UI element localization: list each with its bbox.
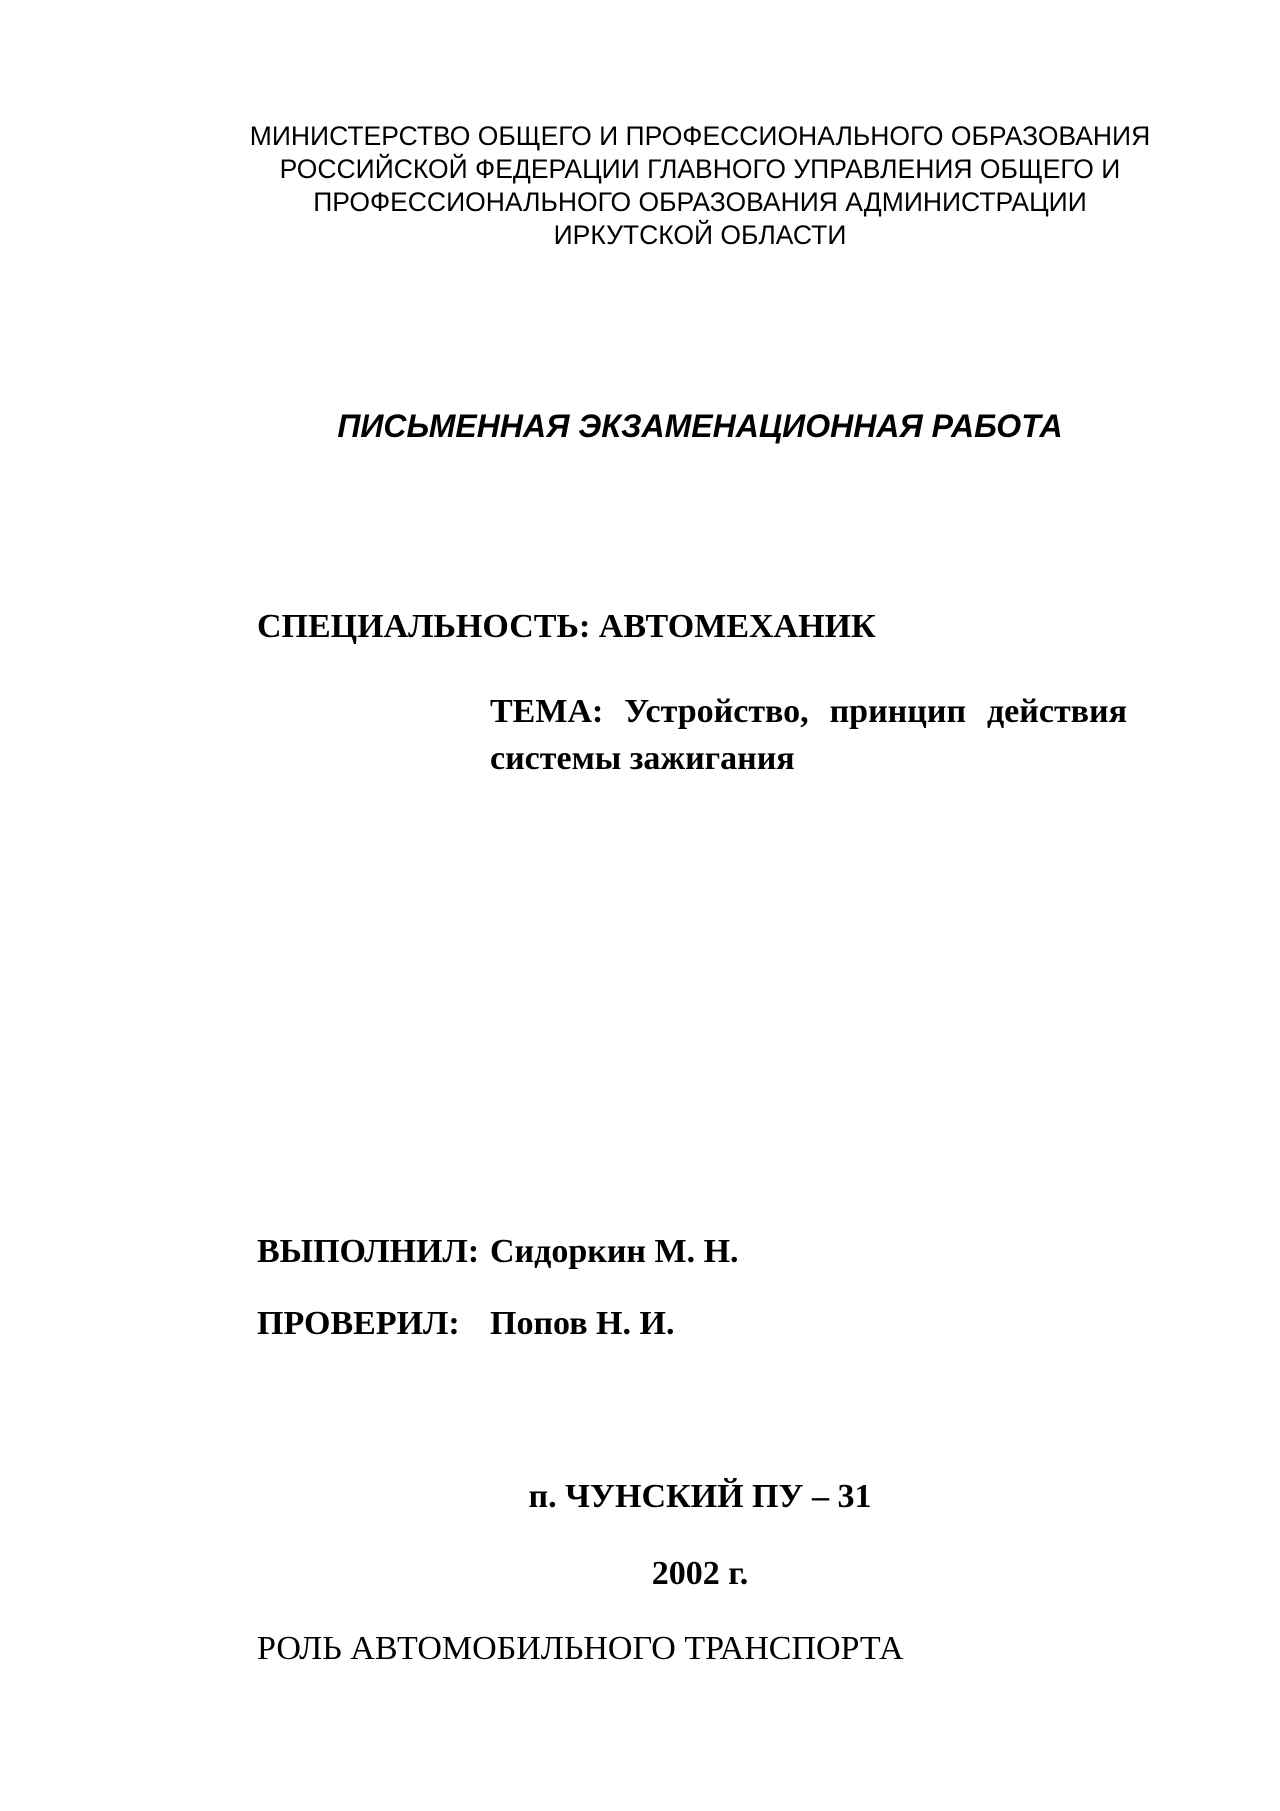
ministry-header-line: МИНИСТЕРСТВО ОБЩЕГО И ПРОФЕССИОНАЛЬНОГО ОБРАЗОВАНИЯ [249, 121, 1151, 151]
ministry-header-line: ИРКУТСКОЙ ОБЛАСТИ [553, 220, 847, 250]
next-section-heading: РОЛЬ АВТОМОБИЛЬНОГО ТРАНСПОРТА [257, 1630, 904, 1667]
checker-row [257, 1303, 674, 1345]
checker-name: Попов Н. И. [490, 1305, 675, 1342]
checker-label: ПРОВЕРИЛ: [257, 1305, 460, 1342]
ministry-header [160, 120, 1240, 252]
author-label: ВЫПОЛНИЛ: [257, 1233, 480, 1270]
speciality-line: СПЕЦИАЛЬНОСТЬ: АВТОМЕХАНИК [257, 608, 876, 645]
document-title: ПИСЬМЕННАЯ ЭКЗАМЕНАЦИОННАЯ РАБОТА [337, 408, 1063, 444]
author-row [257, 1231, 739, 1273]
ministry-header-line: ПРОФЕССИОНАЛЬНОГО ОБРАЗОВАНИЯ АДМИНИСТРАЦИИ [313, 187, 1087, 217]
place-line: п. ЧУНСКИЙ ПУ – 31 [528, 1478, 872, 1515]
topic-paragraph: ТЕМА: Устройство, принцип действия системы зажигания [490, 693, 1127, 777]
year-line: 2002 г. [651, 1555, 749, 1592]
ministry-header-line: РОССИЙСКОЙ ФЕДЕРАЦИИ ГЛАВНОГО УПРАВЛЕНИЯ ОБЩЕГО И [279, 154, 1121, 184]
author-name: Сидоркин М. Н. [490, 1233, 739, 1270]
